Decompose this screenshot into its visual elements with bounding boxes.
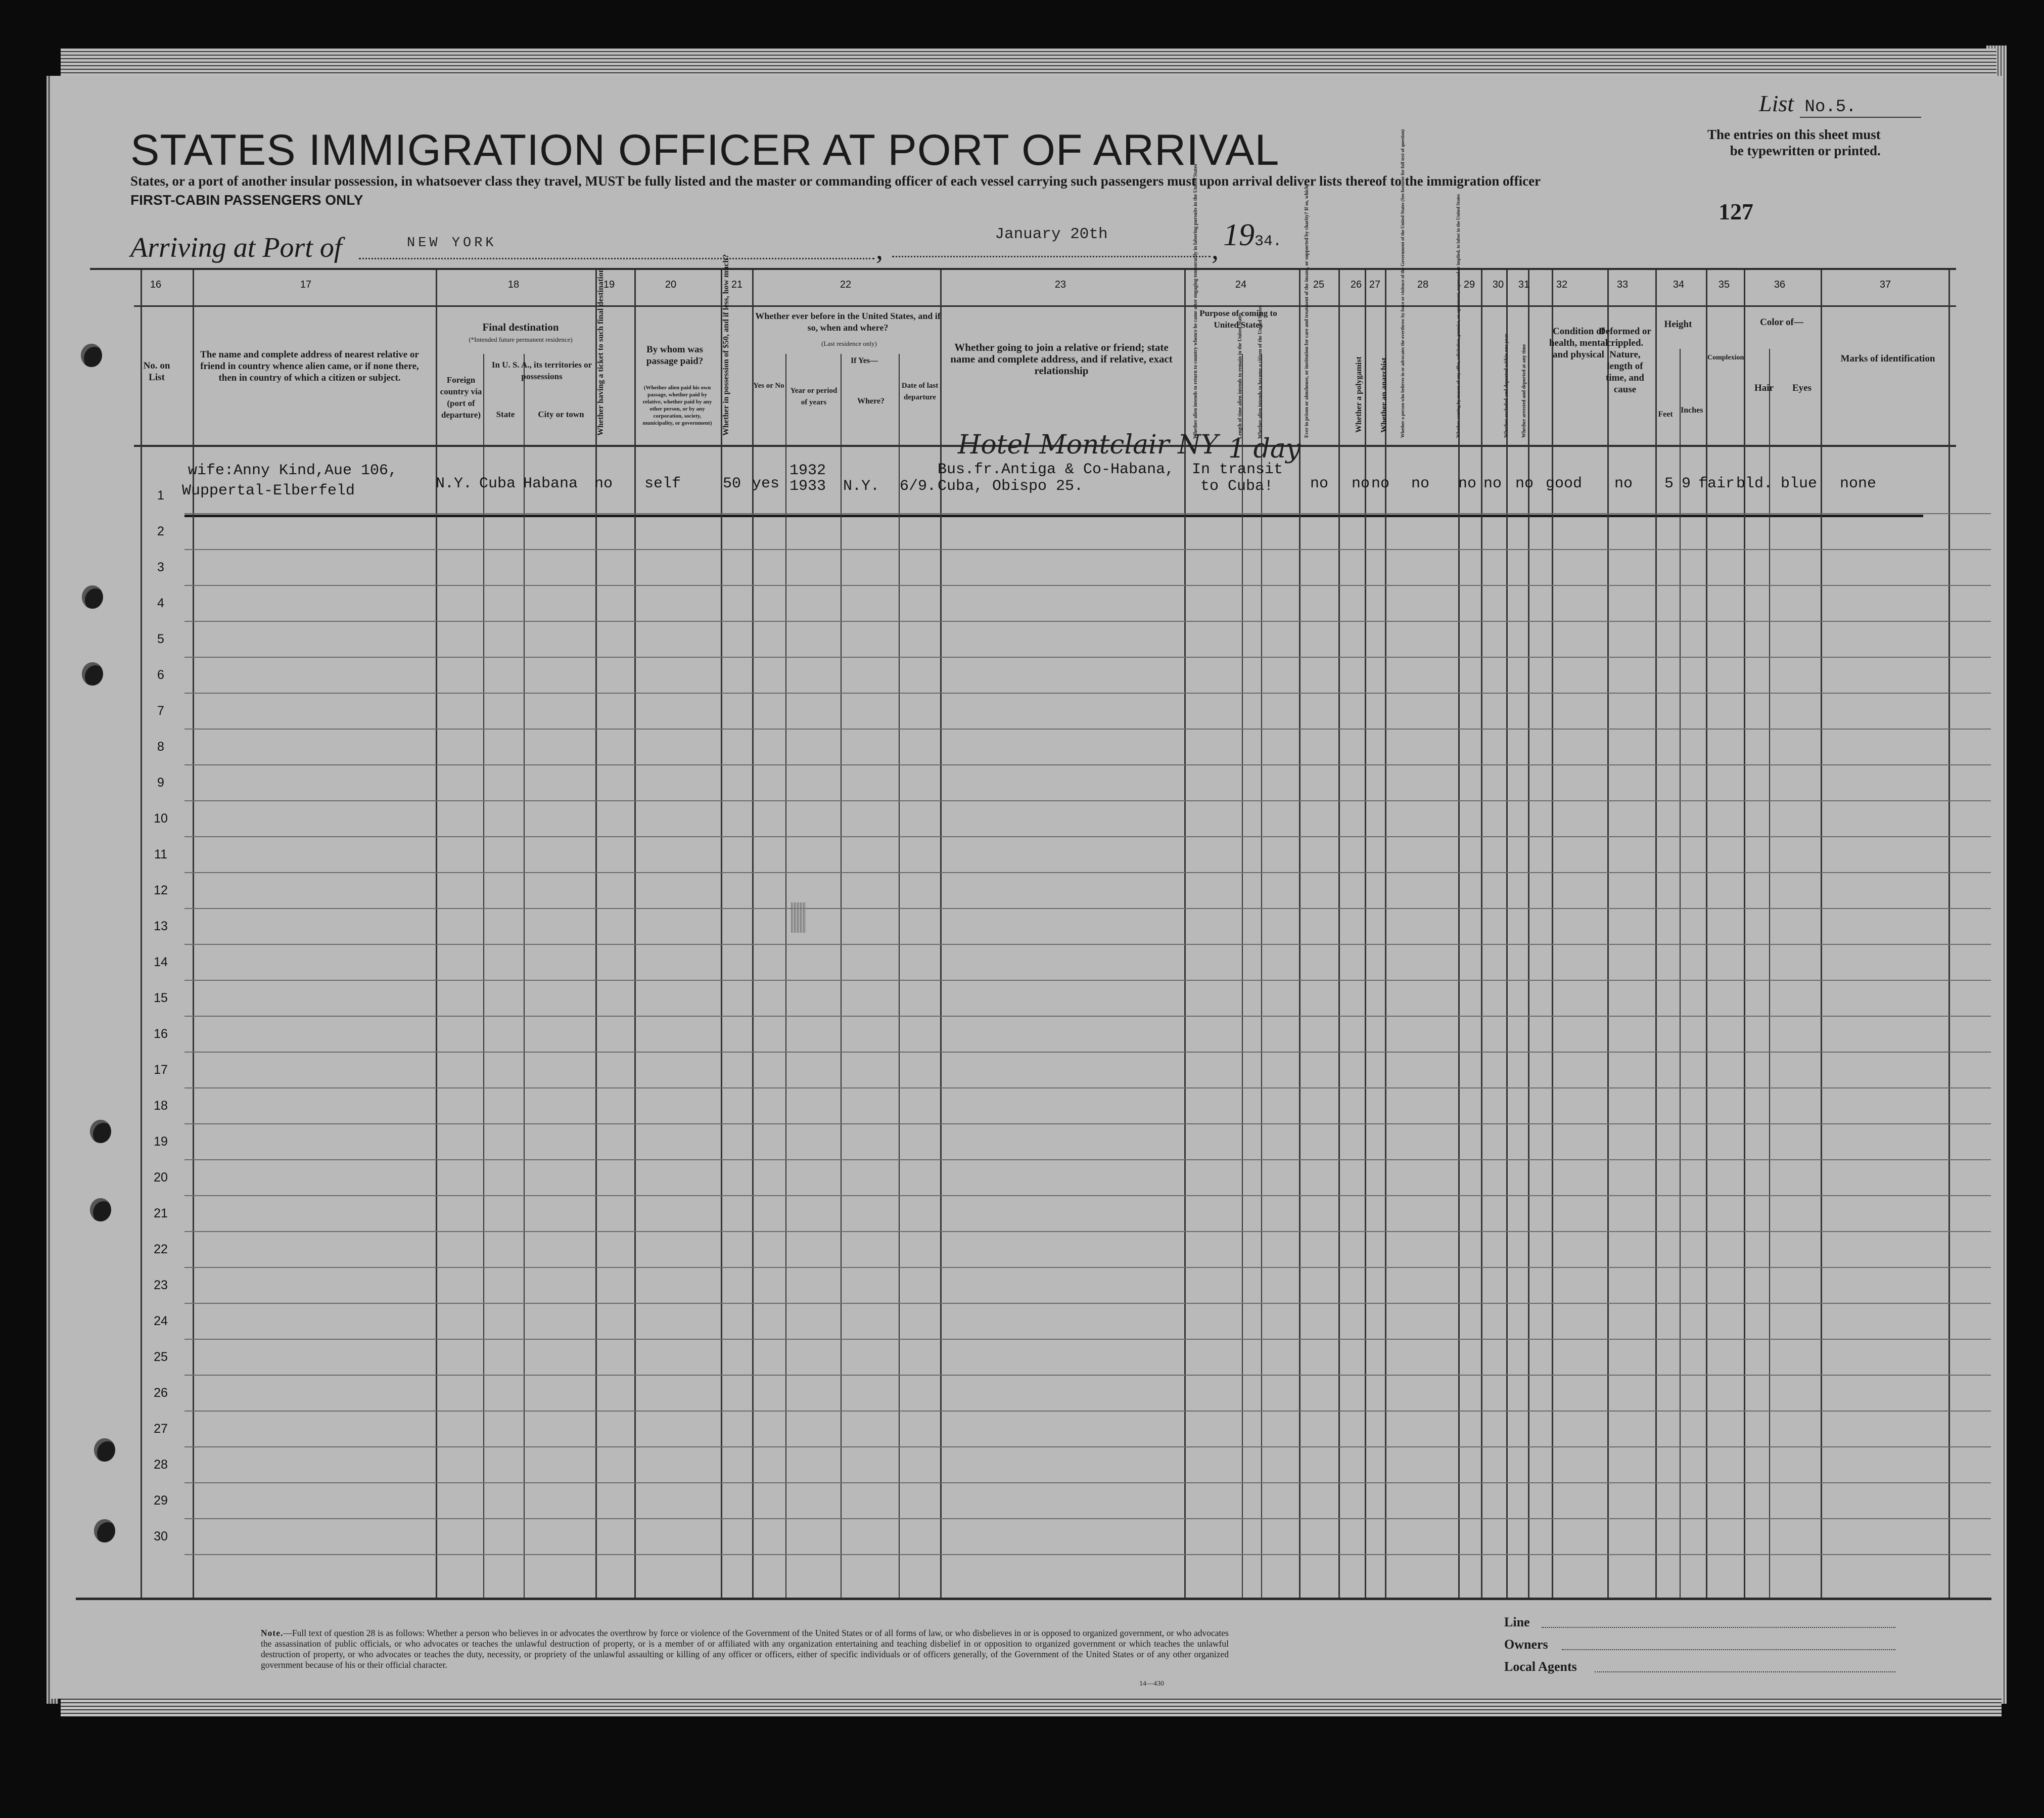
column-rule	[1365, 270, 1366, 1598]
column-rule	[1338, 270, 1340, 1598]
row-number: 27	[154, 1422, 168, 1436]
row-rule	[184, 836, 1991, 837]
row-number: 26	[154, 1386, 168, 1400]
entry-overthrow: no	[1411, 475, 1430, 492]
column-rule	[1948, 270, 1950, 1598]
table-bottom-rule	[76, 1598, 1991, 1600]
column-rule	[1744, 270, 1745, 1598]
header-yes-no: Yes or No	[753, 382, 784, 390]
column-number: 25	[1313, 279, 1325, 290]
year-suffix: 34.	[1255, 233, 1282, 250]
row-number: 18	[154, 1099, 168, 1113]
row-number: 22	[154, 1242, 168, 1256]
column-number: 31	[1518, 279, 1530, 290]
row-number: 1	[157, 488, 164, 503]
row-number: 21	[154, 1206, 168, 1220]
typewritten-note-line2: be typewritten or printed.	[1730, 143, 1881, 158]
comma: ,	[876, 234, 883, 265]
header-date-departure: Date of last departure	[901, 382, 939, 401]
local-agents-label: Local Agents	[1504, 1659, 1577, 1674]
column-rule	[1706, 270, 1707, 1598]
header-where: Where?	[857, 397, 885, 405]
header-relative-address: The name and complete address of nearest relative or friend in country whence alien came, or if none there, then in country of which a citizen or subject.	[200, 349, 419, 383]
binder-hole	[94, 1519, 115, 1542]
entry-hair: bld.	[1736, 475, 1773, 492]
column-rule	[1655, 270, 1657, 1598]
local-agents-field	[1595, 1670, 1895, 1672]
header-height: Height	[1664, 319, 1692, 330]
column-number: 29	[1463, 279, 1475, 290]
entry-years-1: 1932	[789, 462, 826, 479]
row-number: 16	[154, 1027, 168, 1041]
row-rule	[184, 549, 1991, 550]
row-number: 7	[157, 704, 164, 718]
row-rule	[184, 1231, 1991, 1232]
column-number: 34	[1673, 279, 1685, 290]
entry-feet: 5	[1664, 475, 1674, 492]
column-rule	[436, 270, 437, 1598]
row-rule	[184, 1554, 1991, 1555]
page-stack-top	[61, 49, 1996, 77]
row-rule	[184, 729, 1991, 730]
manifest-sheet	[51, 76, 2002, 1699]
row-rule	[184, 1267, 1991, 1268]
entry-anarchist: no	[1371, 475, 1390, 492]
entry-excluded: no	[1483, 475, 1502, 492]
column-rule	[752, 270, 754, 1598]
header-prison: Ever in prison or almshouse, or institution for care and treatment of the insane, or supported by charity? If so, which?	[1304, 183, 1310, 438]
header-marks: Marks of identification	[1840, 353, 1935, 364]
row-rule	[184, 1339, 1991, 1340]
column-number: 22	[840, 279, 852, 290]
owners-label: Owners	[1504, 1637, 1548, 1652]
header-ever-before: Whether ever before in the United States, and if so, when and where?	[755, 311, 941, 333]
header-no-on-list: No. on List	[143, 360, 170, 383]
header-deformed: Deformed or crippled. Nature, length of time, and cause	[1599, 326, 1651, 395]
row-rule	[184, 1016, 1991, 1017]
page-number-stamp: 127	[1718, 199, 1753, 224]
row-rule	[184, 657, 1991, 658]
row-rule	[184, 944, 1991, 945]
entry-join-line2: Cuba, Obispo 25.	[938, 478, 1084, 495]
row-number: 13	[154, 919, 168, 933]
binder-hole	[90, 1198, 111, 1221]
header-final-destination-sub: (*Intended future permanent residence)	[469, 336, 573, 343]
row-number: 10	[154, 811, 168, 826]
header-inches: Inches	[1681, 406, 1703, 415]
header-eyes: Eyes	[1792, 383, 1811, 393]
header-offer: Whether coming by reason of any offer, solicitation, promise, or agreement, expressed or implied, to labor in the United States	[1456, 194, 1461, 438]
column-number: 19	[603, 279, 615, 290]
passenger-class: FIRST-CABIN PASSENGERS ONLY	[130, 192, 363, 208]
row-rule	[184, 1195, 1991, 1196]
row-rule	[184, 1052, 1991, 1053]
row-number: 9	[157, 776, 164, 790]
entry-years-2: 1933	[789, 478, 826, 495]
header-money: Whether in possession of $50, and if less, how much?	[722, 254, 730, 436]
form-number: 14—430	[1139, 1680, 1164, 1688]
entry-inches: 9	[1682, 475, 1691, 492]
column-rule	[141, 270, 142, 1598]
row-number: 6	[157, 668, 164, 682]
header-year-period: Year or period of years	[790, 387, 838, 406]
entry-where: N.Y.	[843, 478, 880, 495]
column-number: 18	[507, 279, 520, 290]
entry-offer: no	[1458, 475, 1477, 492]
binder-hole	[94, 1438, 115, 1462]
column-rule	[1385, 270, 1386, 1598]
ink-smudge	[791, 902, 806, 933]
column-number: 20	[665, 279, 677, 290]
binder-hole	[90, 1120, 111, 1143]
entry-marks: none	[1840, 475, 1877, 492]
entry-health: good	[1546, 475, 1583, 492]
header-final-destination: Final destination	[482, 321, 559, 333]
row-number: 17	[154, 1063, 168, 1077]
row-rule	[184, 1375, 1991, 1376]
entry-city: Habana	[523, 475, 578, 492]
binder-hole	[82, 662, 103, 686]
row-rule	[184, 1411, 1991, 1412]
entry-foreign-via: N.Y.	[436, 475, 473, 492]
footnote-label: Note.	[261, 1628, 284, 1638]
column-rule	[721, 270, 722, 1598]
entry-state: Cuba	[479, 475, 516, 492]
entry-complexion: fair	[1698, 475, 1735, 492]
column-rule	[1528, 270, 1529, 1598]
row-number: 14	[154, 955, 168, 969]
arrival-date: January 20th	[892, 225, 1211, 257]
row-rule	[184, 1303, 1991, 1304]
row-number: 28	[154, 1458, 168, 1472]
row-rule	[184, 908, 1991, 909]
row-rule	[184, 872, 1991, 873]
header-state: State	[496, 410, 515, 419]
entry-polygamist: no	[1352, 475, 1370, 492]
header-paid-by-note: (Whether alien paid his own passage, whether paid by relative, whether paid by any other person, or by any corporation, society, municipality, or government)	[642, 385, 712, 426]
header-paid-by: By whom was passage paid?	[646, 344, 704, 367]
column-rule	[1299, 270, 1300, 1598]
instructions-text: States, or a port of another insular possession, in whatsoever class they travel, MUST be fully listed and the master or commanding officer of each vessel carrying such passengers must upon arrival deliver lists thereof to the immigration officer	[130, 173, 1541, 189]
row-rule	[184, 693, 1991, 694]
header-hair: Hair	[1754, 383, 1774, 393]
row-rule	[184, 1087, 1991, 1088]
header-purpose: Purpose of coming to United States	[1199, 308, 1277, 330]
header-ticket: Whether having a ticket to such final destination	[596, 268, 605, 436]
entry-money: 50	[723, 475, 741, 492]
header-excluded: Whether excluded and deported within one year	[1504, 334, 1509, 438]
column-rule	[1184, 270, 1186, 1598]
entry-purpose-handwritten: 1 day	[1228, 434, 1301, 464]
column-number: 37	[1879, 279, 1891, 290]
entry-deformed: no	[1614, 475, 1633, 492]
column-number: 35	[1718, 279, 1730, 290]
column-rule	[1458, 270, 1460, 1598]
header-color-of: Color of—	[1760, 317, 1803, 328]
entry-join-line1: Bus.fr.Antiga & Co-Habana,	[938, 461, 1175, 478]
binder-hole	[81, 344, 102, 367]
header-if-yes: If Yes—	[850, 356, 878, 365]
row-number: 2	[157, 524, 164, 538]
line-label: Line	[1504, 1615, 1530, 1629]
entry-strike-line	[184, 515, 1923, 517]
column-rule	[634, 270, 636, 1598]
column-rule	[1607, 270, 1609, 1598]
entry-ticket: no	[594, 475, 613, 492]
header-foreign-via: Foreign country via (port of departure)	[440, 375, 482, 420]
line-field	[1542, 1626, 1895, 1628]
row-number: 12	[154, 883, 168, 897]
row-rule	[184, 1518, 1991, 1519]
entry-prison: no	[1310, 475, 1329, 492]
row-rule	[184, 621, 1991, 622]
row-number: 11	[154, 847, 167, 861]
entry-paid-by: self	[644, 475, 681, 492]
header-city: City or town	[538, 410, 584, 419]
header-purpose-length: Length of time alien intends to remain in the United States	[1237, 312, 1243, 439]
page-title: STATES IMMIGRATION OFFICER AT PORT OF ARRIVAL	[130, 126, 1280, 174]
entry-eyes: blue	[1781, 475, 1818, 492]
entry-purpose-line2: to Cuba!	[1200, 478, 1274, 495]
row-number: 23	[154, 1278, 168, 1292]
header-in-usa: In U. S. A., its territories or possessions	[491, 360, 592, 381]
footnote-text: —Full text of question 28 is as follows: Whether a person who believes in or advocates the overthrow by force or violence of the Government of the United States or of all forms of law, or who disbelieves in or is opposed to organized government, or who advocates the assassination of public officials, or who advocates or teaches the unlawful destruction of property, or is a member of or affiliated with any organization entertaining and teaching disbelief in or opposition to organized government or which teaches the unlawful destruction of property, or who advocates or teaches the duty, necessity, or propriety of the unlawful assaulting or killing of any officer or officers, either of specific individuals or of officers generally, of the Government of the United States or of any other organized government because of his or their official character.	[261, 1628, 1229, 1670]
row-rule	[184, 513, 1991, 514]
typewritten-note	[1707, 126, 1881, 159]
header-anarchist: Whether an anarchist	[1380, 357, 1388, 433]
column-number: 24	[1235, 279, 1247, 290]
row-number: 5	[157, 632, 164, 646]
column-number: 16	[150, 279, 162, 290]
entry-date-departure: 6/9.	[900, 478, 937, 495]
column-number: 36	[1774, 279, 1786, 290]
column-rule	[1506, 270, 1508, 1598]
row-number: 15	[154, 991, 168, 1005]
arriving-label: Arriving at Port of	[130, 232, 342, 263]
list-label: List	[1759, 90, 1794, 116]
row-rule	[184, 585, 1991, 586]
header-health: Condition of health, mental and physical	[1549, 326, 1608, 360]
comma: ,	[1212, 234, 1219, 265]
column-number: 30	[1492, 279, 1504, 290]
row-number: 24	[154, 1314, 168, 1328]
header-top-rule	[90, 268, 1956, 270]
row-number: 25	[154, 1350, 168, 1364]
row-rule	[184, 1123, 1991, 1124]
row-number: 20	[154, 1170, 168, 1185]
column-rule	[1481, 270, 1482, 1598]
row-number: 29	[154, 1493, 168, 1508]
header-purpose-return: Whether alien intends to return to country whence he came after engaging temporarily in laboring pursuits in the United States	[1193, 164, 1198, 439]
column-rule	[1821, 270, 1822, 1598]
column-number: 21	[731, 279, 743, 290]
column-number: 28	[1417, 279, 1429, 290]
row-number: 30	[154, 1529, 168, 1543]
header-last-residence: (Last residence only)	[821, 340, 877, 347]
header-purpose-citizen: Whether alien intends to become a citizen of the United States	[1258, 305, 1263, 439]
row-rule	[184, 980, 1991, 981]
entry-join-handwritten: Hotel Montclair NY	[958, 430, 1219, 460]
entry-relative-line1: wife:Anny Kind,Aue 106,	[188, 462, 398, 479]
column-rule	[595, 270, 597, 1598]
arrival-year	[1223, 217, 1282, 253]
entry-ever-before: yes	[752, 475, 780, 492]
row-rule	[184, 1482, 1991, 1483]
port-value: NEW YORK	[407, 236, 497, 251]
header-complexion: Complexion	[1707, 354, 1744, 361]
row-number: 8	[157, 740, 164, 754]
column-number: 23	[1054, 279, 1066, 290]
column-rule	[1552, 270, 1553, 1598]
row-rule	[184, 1159, 1991, 1160]
header-arrested: Whether arrested and deported at any time	[1521, 344, 1527, 438]
entry-purpose-line1: In transit	[1192, 461, 1283, 478]
header-polygamist: Whether a polygamist	[1355, 356, 1363, 433]
column-number: 32	[1556, 279, 1568, 290]
owners-field	[1562, 1648, 1895, 1650]
footnote-question-28	[261, 1628, 1229, 1670]
entry-relative-line2: Wuppertal-Elberfeld	[182, 482, 355, 499]
row-number: 3	[157, 560, 164, 574]
port-field	[359, 236, 874, 259]
row-number: 4	[157, 596, 164, 610]
row-number: 19	[154, 1134, 168, 1149]
list-number	[1759, 90, 1921, 118]
row-rule	[184, 764, 1991, 765]
year-prefix: 19	[1223, 218, 1255, 252]
row-rule	[184, 800, 1991, 801]
header-join-relative: Whether going to join a relative or friend; state name and complete address, and if relative, exact relationship	[950, 341, 1173, 377]
column-number: 17	[300, 279, 312, 290]
row-rule	[184, 1446, 1991, 1447]
column-number: 33	[1616, 279, 1629, 290]
colnum-rule	[134, 305, 1956, 307]
header-feet: Feet	[1658, 410, 1673, 419]
column-number: 26	[1350, 279, 1362, 290]
entry-arrested: no	[1515, 475, 1534, 492]
binder-hole	[82, 585, 103, 609]
list-number-value: No.5.	[1800, 98, 1921, 118]
typewritten-note-line1: The entries on this sheet must	[1707, 127, 1881, 142]
page-stack-bottom	[61, 1696, 2002, 1716]
header-overthrow: Whether a person who believes in or advocates the overthrow by force or violence of the Government of the United States (See footnote for full text of question)	[1400, 129, 1405, 438]
column-number: 27	[1369, 279, 1381, 290]
